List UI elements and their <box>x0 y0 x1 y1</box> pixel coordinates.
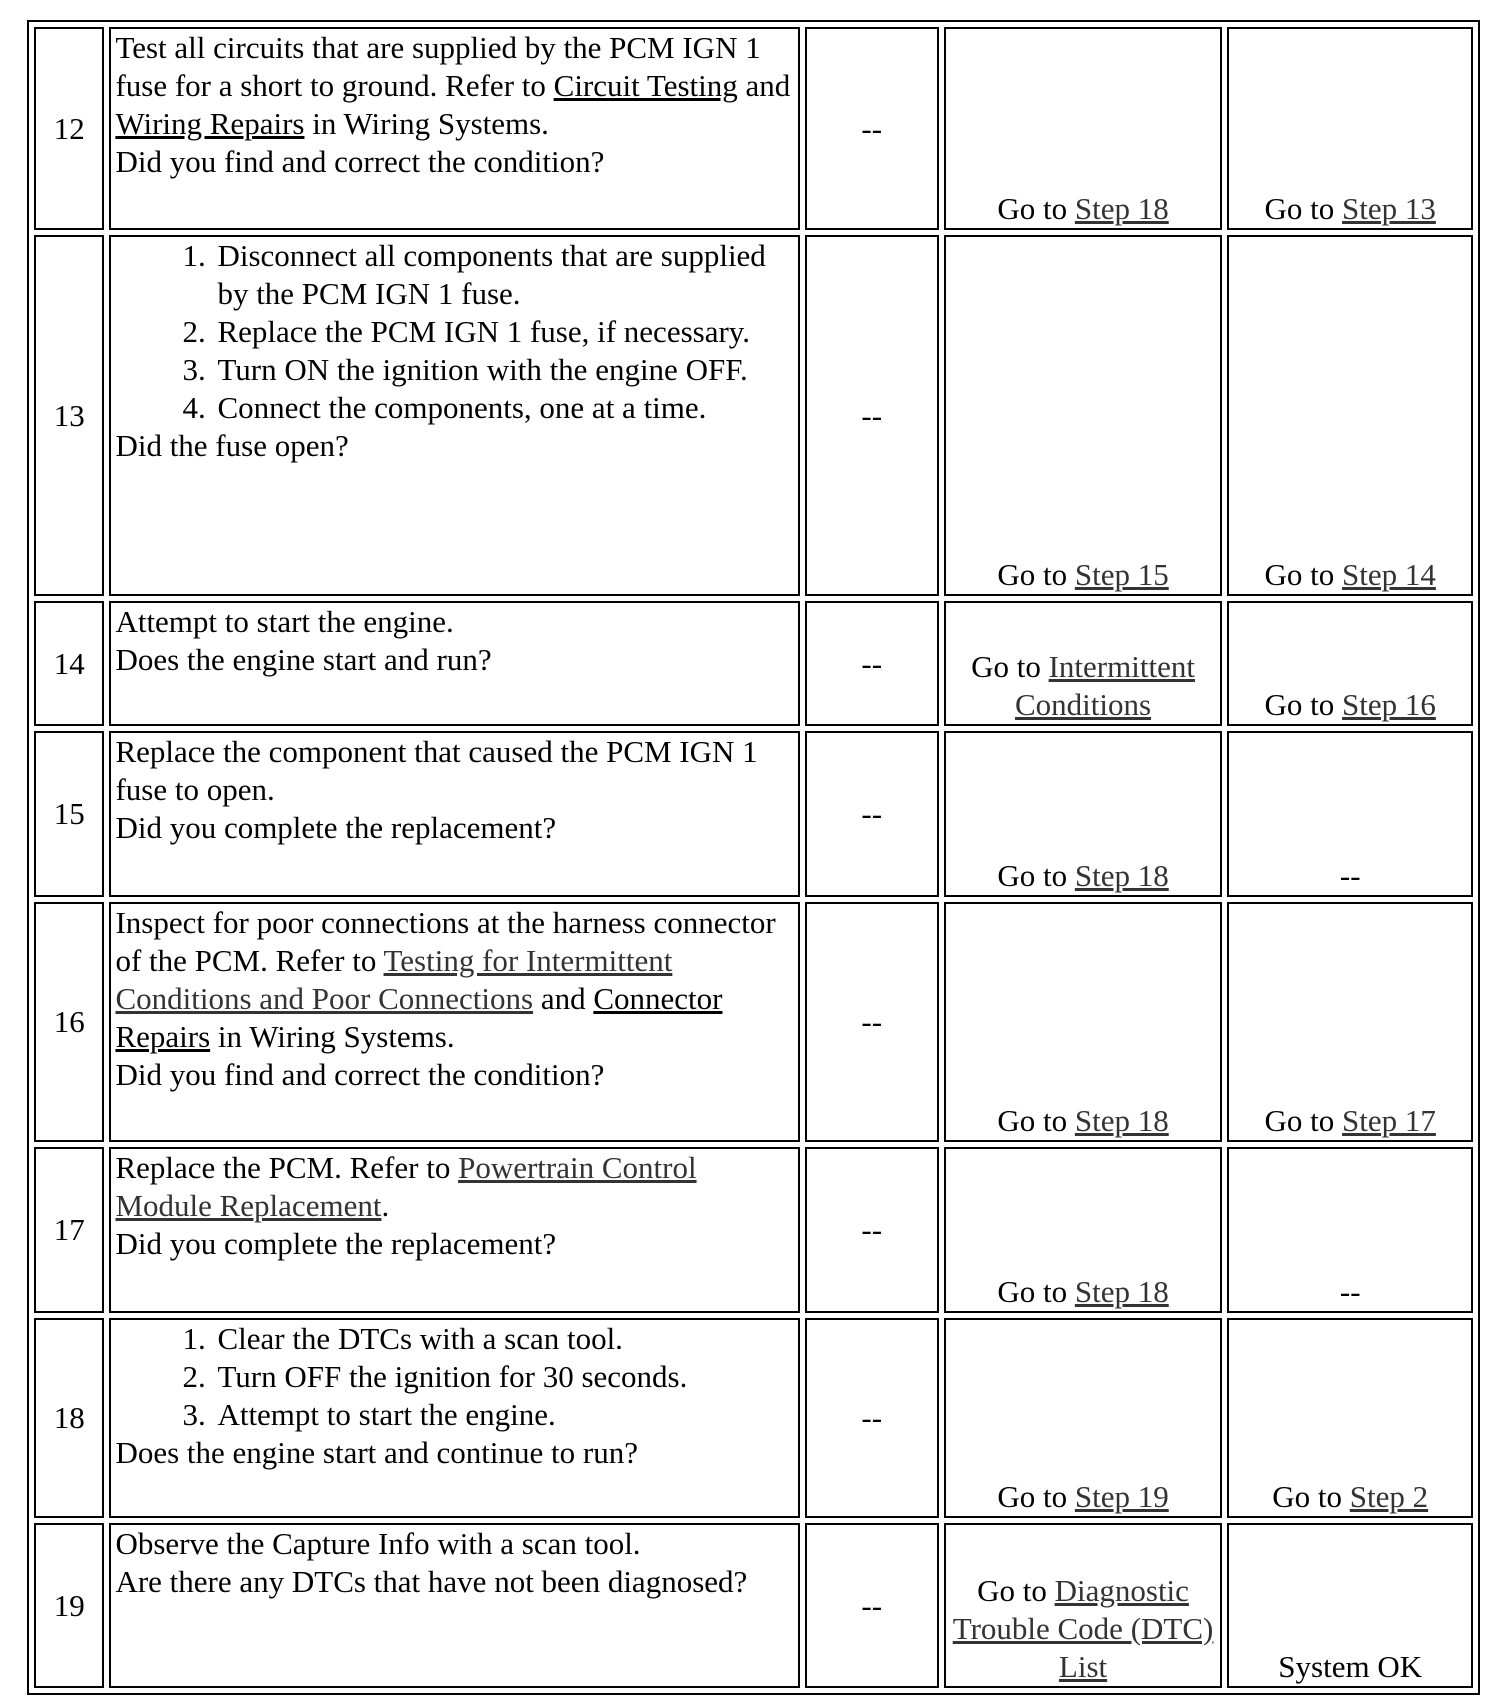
no-cell: System OK <box>1227 1523 1473 1688</box>
action-instruction: Observe the Capture Info with a scan tool. <box>115 1526 641 1561</box>
yes-cell: Go to Step 19 <box>944 1318 1223 1518</box>
yes-cell: Go to Step 18 <box>944 902 1223 1142</box>
list-item: 4. Connect the components, one at a time. <box>213 389 793 427</box>
action-question: Did you find and correct the condition? <box>115 144 605 179</box>
table-row <box>34 601 1473 726</box>
action-cell <box>109 601 799 726</box>
action-question: Did the fuse open? <box>115 428 349 463</box>
value-cell: -- <box>805 902 939 1142</box>
diagnostic-table-page <box>27 20 1480 1695</box>
action-instruction: Attempt to start the engine. <box>115 604 454 639</box>
no-step-link[interactable]: Step 16 <box>1342 687 1436 722</box>
yes-cell: Go to Step 15 <box>944 235 1223 596</box>
no-cell: Go to Step 17 <box>1227 902 1473 1142</box>
wiring-repairs-link[interactable]: Wiring Repairs <box>115 106 305 141</box>
yes-step-link[interactable]: Step 18 <box>1074 191 1169 226</box>
list-item: 1. Clear the DTCs with a scan tool. <box>213 1320 793 1358</box>
action-question: Did you complete the replacement? <box>115 1226 557 1261</box>
list-item: 2. Turn OFF the ignition for 30 seconds. <box>213 1358 793 1396</box>
action-instruction: Inspect for poor connections at the harness connector of the PCM. Refer to Testing for Intermittent Conditions and Poor Connections and Connector Repairs in Wiring Systems. <box>115 905 776 1054</box>
action-cell <box>109 1318 799 1518</box>
no-cell: -- <box>1227 1147 1473 1313</box>
table-row <box>34 1147 1473 1313</box>
yes-cell: Go to Diagnostic Trouble Code (DTC) List <box>944 1523 1223 1688</box>
list-item: 3. Turn ON the ignition with the engine OFF. <box>213 351 793 389</box>
yes-step-link[interactable]: Step 15 <box>1074 557 1169 592</box>
no-step-link[interactable]: Step 13 <box>1342 191 1436 226</box>
table-row <box>34 1318 1473 1518</box>
action-cell <box>109 731 799 897</box>
procedure-list <box>115 1320 793 1434</box>
no-cell: Go to Step 2 <box>1227 1318 1473 1518</box>
table-row <box>34 27 1473 230</box>
yes-step-link[interactable]: Step 18 <box>1074 1274 1169 1309</box>
step-number: 15 <box>34 731 104 897</box>
action-question: Did you complete the replacement? <box>115 810 557 845</box>
step-number: 12 <box>34 27 104 230</box>
no-step-link[interactable]: Step 2 <box>1349 1479 1429 1514</box>
step-number: 13 <box>34 235 104 596</box>
action-question: Are there any DTCs that have not been diagnosed? <box>115 1564 748 1599</box>
pcm-replacement-link[interactable]: Powertrain Control Module Replacement <box>115 1150 697 1223</box>
table-row <box>34 902 1473 1142</box>
yes-cell: Go to Step 18 <box>944 27 1223 230</box>
step-number: 14 <box>34 601 104 726</box>
testing-intermittent-conditions-link[interactable]: Testing for Intermittent Conditions and Poor Connections <box>115 943 673 1016</box>
action-cell <box>109 27 799 230</box>
dtc-list-link[interactable]: Diagnostic Trouble Code (DTC) List <box>952 1573 1214 1684</box>
value-cell: -- <box>805 1147 939 1313</box>
value-cell: -- <box>805 27 939 230</box>
procedure-list <box>115 237 793 427</box>
value-cell: -- <box>805 731 939 897</box>
no-cell: Go to Step 13 <box>1227 27 1473 230</box>
yes-cell: Go to Step 18 <box>944 731 1223 897</box>
action-cell <box>109 1147 799 1313</box>
table-row <box>34 1523 1473 1688</box>
action-instruction: Replace the PCM. Refer to Powertrain Control Module Replacement. <box>115 1150 697 1223</box>
yes-step-link[interactable]: Step 18 <box>1074 858 1169 893</box>
yes-cell: Go to Intermittent Conditions <box>944 601 1223 726</box>
no-cell: Go to Step 16 <box>1227 601 1473 726</box>
intermittent-conditions-link[interactable]: Intermittent Conditions <box>1014 649 1195 722</box>
step-number: 19 <box>34 1523 104 1688</box>
step-number: 18 <box>34 1318 104 1518</box>
yes-cell: Go to Step 18 <box>944 1147 1223 1313</box>
value-cell: -- <box>805 1318 939 1518</box>
step-number: 16 <box>34 902 104 1142</box>
list-item: 3. Attempt to start the engine. <box>213 1396 793 1434</box>
yes-step-link[interactable]: Step 18 <box>1074 1103 1169 1138</box>
no-cell: -- <box>1227 731 1473 897</box>
action-instruction: Test all circuits that are supplied by the PCM IGN 1 fuse for a short to ground. Refer to Circuit Testing and Wiring Repairs in Wiring Systems. <box>115 30 791 141</box>
action-cell <box>109 902 799 1142</box>
list-item: 1. Disconnect all components that are supplied by the PCM IGN 1 fuse. <box>213 237 793 313</box>
action-instruction: Replace the component that caused the PCM IGN 1 fuse to open. <box>115 734 758 807</box>
no-cell: Go to Step 14 <box>1227 235 1473 596</box>
step-number: 17 <box>34 1147 104 1313</box>
no-step-link[interactable]: Step 17 <box>1342 1103 1436 1138</box>
action-question: Did you find and correct the condition? <box>115 1057 605 1092</box>
value-cell: -- <box>805 1523 939 1688</box>
action-cell <box>109 235 799 596</box>
value-cell: -- <box>805 235 939 596</box>
circuit-testing-link[interactable]: Circuit Testing <box>553 68 738 103</box>
action-question: Does the engine start and run? <box>115 642 492 677</box>
no-step-link[interactable]: Step 14 <box>1342 557 1436 592</box>
value-cell: -- <box>805 601 939 726</box>
yes-step-link[interactable]: Step 19 <box>1074 1479 1169 1514</box>
action-cell <box>109 1523 799 1688</box>
list-item: 2. Replace the PCM IGN 1 fuse, if necessary. <box>213 313 793 351</box>
table-row <box>34 235 1473 596</box>
diagnostic-steps-table <box>27 20 1480 1695</box>
table-row <box>34 731 1473 897</box>
connector-repairs-link[interactable]: Connector Repairs <box>115 981 723 1054</box>
action-question: Does the engine start and continue to run? <box>115 1435 638 1470</box>
